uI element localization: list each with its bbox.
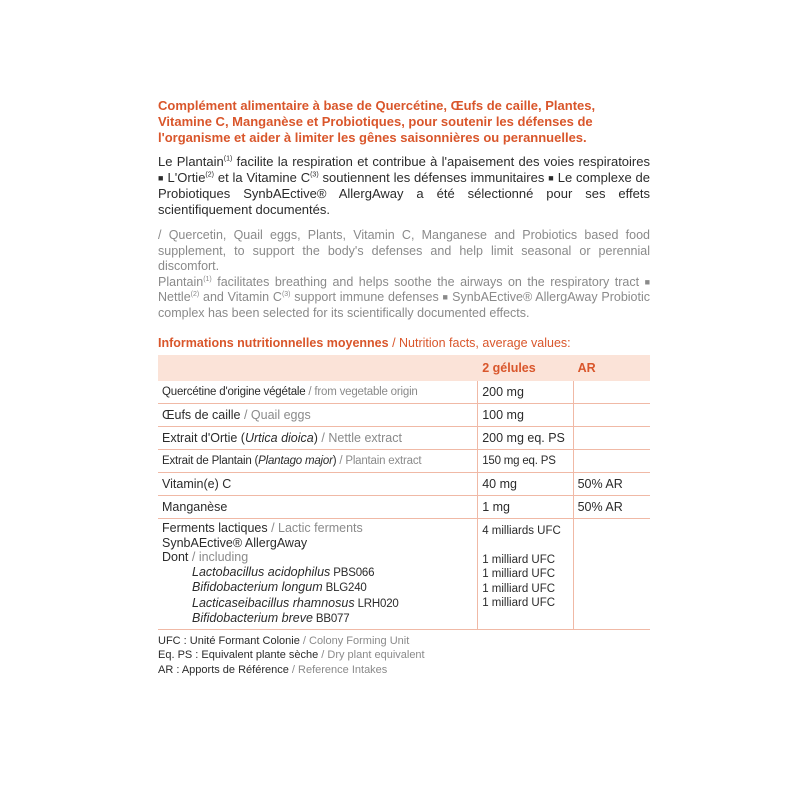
ingredient-cell <box>158 404 478 427</box>
footnote-marker: (2) <box>190 290 200 298</box>
strain-code: BB077 <box>312 613 350 625</box>
strain-name: Lacticaseibacillus rhamnosus <box>192 595 355 610</box>
header-cell-dose: 2 gélules <box>478 356 573 381</box>
header-cell <box>158 356 478 381</box>
fr-text: Le complexe de Probiotiques SynbAEctive® AllergAway a été sélectionné pour ses effets scientifiquement documentés. <box>158 170 651 217</box>
en-text: facilitates breathing and helps soothe the airways on the respiratory tract <box>211 274 645 289</box>
strain-name: Bifidobacterium breve <box>192 611 313 625</box>
total-quantity: 4 milliards UFC <box>482 525 561 537</box>
strain-code: PBS066 <box>330 566 375 579</box>
ferments-cell <box>158 519 478 630</box>
ingredient-cell <box>158 427 478 450</box>
table-row <box>158 473 650 496</box>
bullet-square-icon: ■ <box>548 173 554 183</box>
ingredient-en: / Quail eggs <box>240 408 311 422</box>
ferments-heading <box>162 521 473 536</box>
including-label <box>162 550 473 565</box>
strain-quantity: 1 milliard UFC <box>482 553 556 566</box>
strain-item <box>162 596 473 612</box>
table-row-ferments <box>158 519 650 630</box>
dont-en: / including <box>188 550 249 564</box>
legend-fr: UFC : Unité Formant Colonie <box>158 634 300 647</box>
quantity-cell: 150 mg eq. PS <box>478 450 573 473</box>
abbreviations-legend <box>158 634 650 678</box>
strain-code: BLG240 <box>322 582 367 594</box>
fr-text: facilite la respiration et contribue à l'apaisement des voies respiratoires <box>232 154 650 169</box>
footnote-marker: (3) <box>281 290 291 298</box>
ingredient-fr: Extrait de Plantain ( <box>162 455 259 467</box>
table-header-row <box>158 356 650 381</box>
ingredient-latin: Plantago major <box>258 455 333 467</box>
ingredient-fr: Quercétine d'origine végétale <box>162 386 306 398</box>
ar-cell <box>573 450 650 473</box>
strain-code: LRH020 <box>354 597 399 610</box>
ferments-quantity-cell <box>478 519 573 630</box>
quantity-cell: 1 mg <box>478 496 573 519</box>
table-row <box>158 404 650 427</box>
legend-en: / Colony Forming Unit <box>299 634 410 647</box>
fr-text: L'Ortie <box>163 170 206 185</box>
legend-item <box>158 663 650 678</box>
ferments-en: / Lactic ferments <box>267 521 363 535</box>
ingredient-fr-end: ) <box>313 431 318 445</box>
ferments-fr: Ferments lactiques <box>162 521 268 535</box>
table-row <box>158 450 650 473</box>
english-intro: / Quercetin, Quail eggs, Plants, Vitamin C, Manganese and Probiotics based food supplement, to support the body's defenses and help limit seasonal or perennial discomfort. <box>158 228 650 273</box>
ingredient-en: / Plantain extract <box>336 455 422 467</box>
ingredient-en: / Nettle extract <box>317 431 402 445</box>
complex-name: SynbAEctive® AllergAway <box>162 535 308 550</box>
ingredient-fr: Vitamin(e) C <box>162 477 232 491</box>
ingredient-latin: Urtica dioica <box>244 431 314 445</box>
strain-item <box>162 565 473 581</box>
footnote-marker: (1) <box>203 275 212 283</box>
strain-quantity: 1 milliard UFC <box>482 582 556 595</box>
header-cell-ar: AR <box>573 356 650 381</box>
fr-text: et la Vitamine C <box>213 170 311 185</box>
bullet-square-icon: ■ <box>442 292 449 302</box>
ingredient-fr: Extrait d'Ortie ( <box>162 431 245 445</box>
table-row <box>158 381 650 404</box>
strain-quantity: 1 milliard UFC <box>482 597 556 609</box>
quantity-cell: 200 mg eq. PS <box>478 427 573 450</box>
french-description <box>158 154 650 218</box>
legend-en: / Reference Intakes <box>288 663 388 676</box>
ferments-ar-cell <box>573 519 650 630</box>
strain-quantity: 1 milliard UFC <box>482 568 556 580</box>
ingredient-fr: Œufs de caille <box>162 408 241 422</box>
ar-cell <box>573 381 650 404</box>
bullet-square-icon: ■ <box>644 276 650 287</box>
strain-name: Lactobacillus acidophilus <box>192 564 331 579</box>
bullet-square-icon: ■ <box>158 173 164 183</box>
en-text: support immune defenses <box>290 290 443 304</box>
ingredient-cell <box>158 450 478 473</box>
nutrition-table <box>158 355 650 630</box>
legend-fr: AR : Apports de Référence <box>158 663 289 676</box>
ingredient-fr: Manganèse <box>162 500 228 514</box>
nutrition-title-fr: Informations nutritionnelles moyennes <box>158 336 389 350</box>
product-label <box>158 98 650 677</box>
quantity-cell: 100 mg <box>478 404 573 427</box>
ar-cell <box>573 404 650 427</box>
quantity-cell: 200 mg <box>478 381 573 404</box>
ar-cell: 50% AR <box>573 496 650 519</box>
dont-fr: Dont <box>162 550 189 564</box>
en-text: SynbAEctive® AllergAway Probiotic complex has been selected for its scientifically documented effects. <box>158 290 651 320</box>
footnote-marker: (1) <box>223 155 233 163</box>
table-row <box>158 496 650 519</box>
legend-item <box>158 634 650 649</box>
footnote-marker: (2) <box>205 171 214 179</box>
en-text: and Vitamin C <box>199 290 282 304</box>
ingredient-cell <box>158 473 478 496</box>
en-text: Plantain <box>158 274 204 289</box>
strain-item <box>162 611 473 627</box>
legend-en: / Dry plant equivalent <box>318 649 425 661</box>
footnote-marker: (3) <box>310 171 319 179</box>
legend-item <box>158 648 650 663</box>
ingredient-cell <box>158 381 478 404</box>
english-description <box>158 275 650 322</box>
en-text: Nettle <box>158 290 191 304</box>
ar-cell <box>573 427 650 450</box>
strain-item <box>162 580 473 596</box>
nutrition-title-en: / Nutrition facts, average values: <box>388 336 571 350</box>
ingredient-cell <box>158 496 478 519</box>
ingredient-fr-end: ) <box>332 455 337 467</box>
quantity-cell: 40 mg <box>478 473 573 496</box>
legend-fr: Eq. PS : Equivalent plante sèche <box>158 649 319 661</box>
ingredient-en: / from vegetable origin <box>305 386 418 398</box>
product-headline: Complément alimentaire à base de Quercétine, Œufs de caille, Plantes, Vitamine C, Manganèse et Probiotiques, pour soutenir les défenses de l'organisme et aider à limiter les gênes saisonnières ou perannuelles. <box>158 98 596 145</box>
fr-text: soutiennent les défenses immunitaires <box>318 170 549 185</box>
nutrition-title <box>158 335 650 351</box>
ar-cell: 50% AR <box>573 473 650 496</box>
fr-text: Le Plantain <box>158 154 224 169</box>
table-row <box>158 427 650 450</box>
strain-name: Bifidobacterium longum <box>192 580 323 594</box>
